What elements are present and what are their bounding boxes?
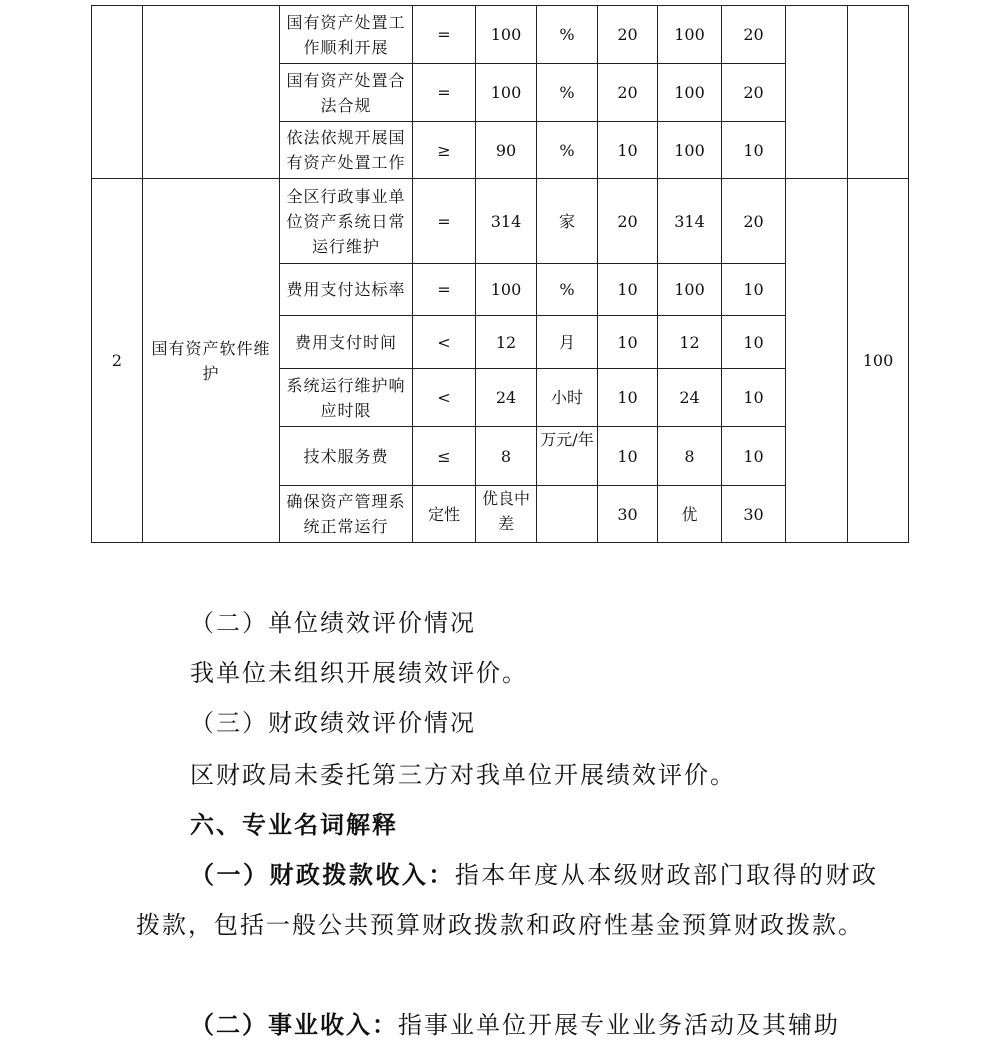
score-cell: 20 [722,6,786,64]
deduction-reason-cell [786,6,848,179]
unit-cell: % [537,122,598,179]
indicator-cell: 费用支付时间 [280,316,413,369]
indicator-cell: 系统运行维护响应时限 [280,369,413,427]
unit-eval-heading: （二）单位绩效评价情况 [190,609,476,637]
target-cell: 90 [476,122,537,179]
target-cell: 8 [476,427,537,486]
target-cell: 100 [476,64,537,122]
actual-cell: 100 [658,64,722,122]
target-cell: 100 [476,6,537,64]
finance-eval-text: 区财政局未委托第三方对我单位开展绩效评价。 [190,761,736,789]
score-cell: 10 [722,264,786,316]
operator-cell: ≤ [413,427,476,486]
actual-cell: 12 [658,316,722,369]
table-row [92,179,909,264]
indicator-cell: 技术服务费 [280,427,413,486]
indicator-cell: 国有资产处置工作顺利开展 [280,6,413,64]
operator-cell: = [413,64,476,122]
unit-cell [537,486,598,543]
seq-cell: 2 [92,179,143,543]
project-cell: 国有资产软件维护 [143,179,280,543]
term-label: （一）财政拨款收入： [190,860,455,889]
weight-cell: 10 [598,264,658,316]
score-cell: 30 [722,486,786,543]
target-cell: 100 [476,264,537,316]
unit-eval-text: 我单位未组织开展绩效评价。 [190,659,528,687]
operator-cell: = [413,264,476,316]
indicator-cell: 全区行政事业单位资产系统日常运行维护 [280,179,413,264]
target-cell: 优良中差 [476,486,537,543]
term-label: （二）事业收入： [190,1010,398,1039]
target-cell: 24 [476,369,537,427]
indicator-cell: 确保资产管理系统正常运行 [280,486,413,543]
unit-cell: 家 [537,179,598,264]
seq-cell [92,6,143,179]
table-row [92,6,909,64]
weight-cell: 20 [598,179,658,264]
weight-cell: 10 [598,316,658,369]
finance-eval-heading: （三）财政绩效评价情况 [190,709,476,737]
weight-cell: 30 [598,486,658,543]
unit-cell: % [537,64,598,122]
term-definition: 指事业单位开展专业业务活动及其辅助 [398,1011,840,1039]
actual-cell: 100 [658,122,722,179]
total-cell [848,6,909,179]
weight-cell: 10 [598,369,658,427]
actual-cell: 314 [658,179,722,264]
operator-cell: = [413,179,476,264]
operator-cell: 定性 [413,486,476,543]
weight-cell: 10 [598,427,658,486]
unit-cell: % [537,6,598,64]
actual-cell: 8 [658,427,722,486]
operator-cell: < [413,369,476,427]
unit-cell: 月 [537,316,598,369]
unit-cell: 万元/年 [537,427,598,486]
score-cell: 20 [722,179,786,264]
operator-cell: ≥ [413,122,476,179]
term-business-income [190,1000,840,1050]
weight-cell: 20 [598,64,658,122]
indicator-cell: 国有资产处置合法合规 [280,64,413,122]
deduction-reason-cell [786,179,848,543]
actual-cell: 优 [658,486,722,543]
target-cell: 314 [476,179,537,264]
indicator-cell: 费用支付达标率 [280,264,413,316]
performance-table [91,5,909,543]
project-cell [143,6,280,179]
score-cell: 10 [722,122,786,179]
score-cell: 10 [722,369,786,427]
term-definition: 指本年度从本级财政部门取得的财政拨款，包括一般公共预算财政拨款和政府性基金预算财政拨款。 [136,861,879,939]
term-financial-appropriation [136,850,878,950]
total-cell: 100 [848,179,909,543]
actual-cell: 100 [658,6,722,64]
glossary-heading: 六、专业名词解释 [190,810,398,839]
weight-cell: 20 [598,6,658,64]
score-cell: 20 [722,64,786,122]
operator-cell: < [413,316,476,369]
operator-cell: = [413,6,476,64]
actual-cell: 100 [658,264,722,316]
score-cell: 10 [722,427,786,486]
actual-cell: 24 [658,369,722,427]
indicator-cell: 依法依规开展国有资产处置工作 [280,122,413,179]
target-cell: 12 [476,316,537,369]
unit-cell: % [537,264,598,316]
score-cell: 10 [722,316,786,369]
weight-cell: 10 [598,122,658,179]
unit-cell: 小时 [537,369,598,427]
